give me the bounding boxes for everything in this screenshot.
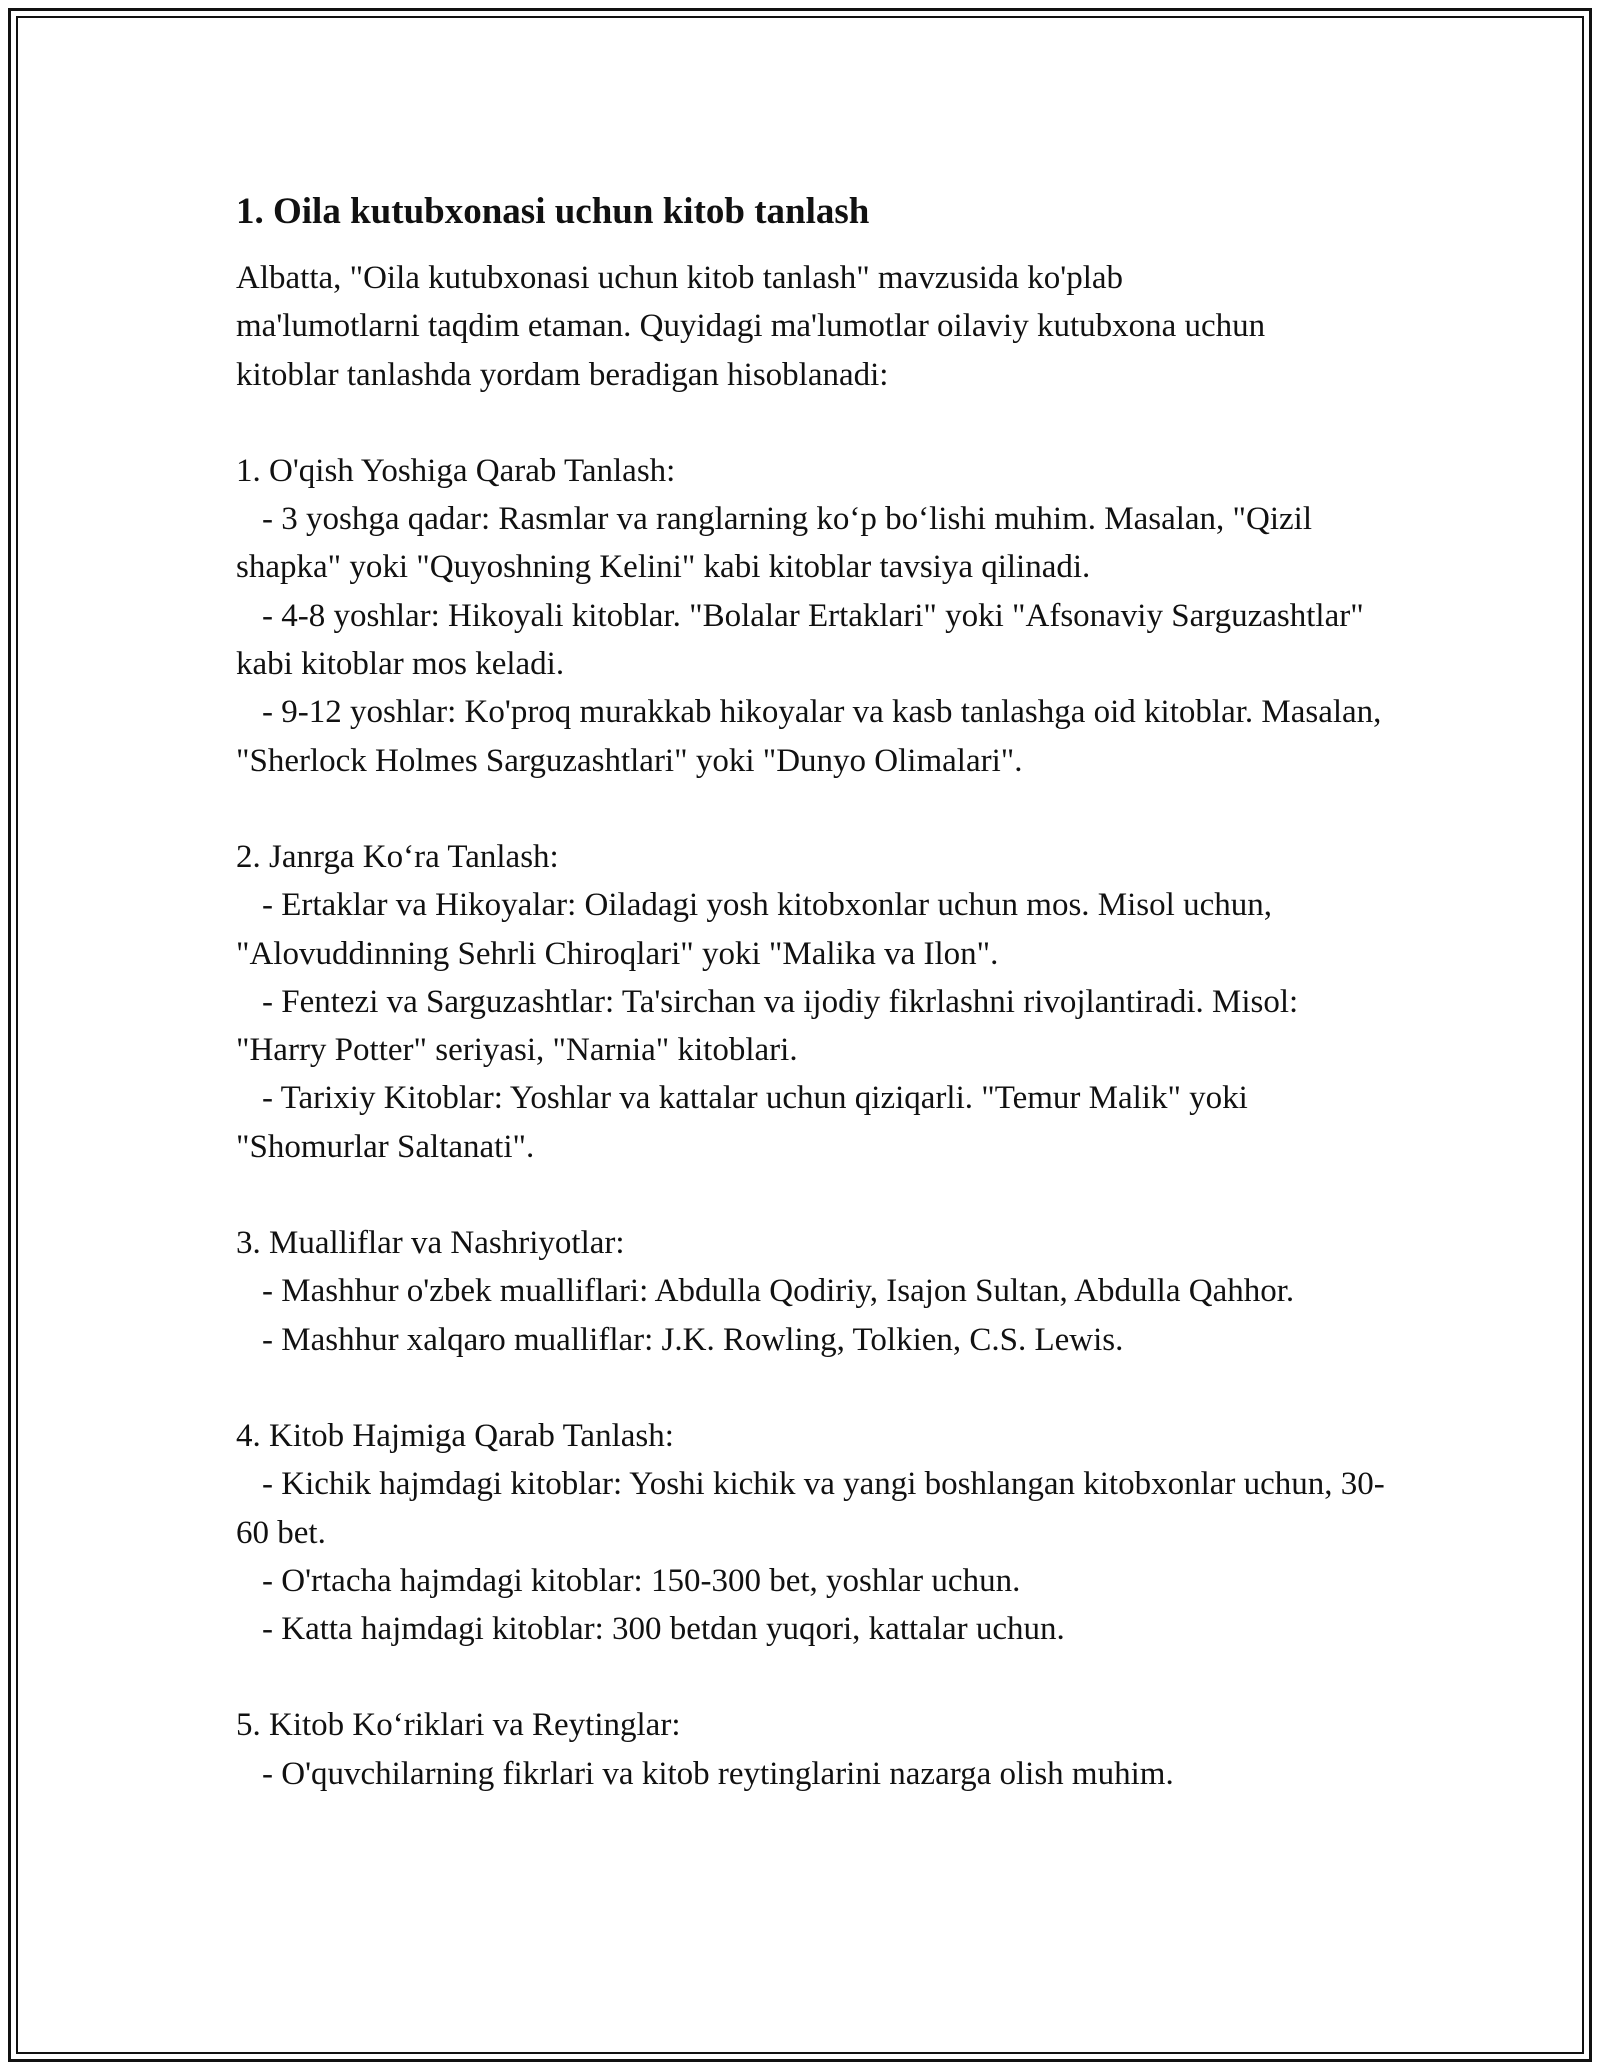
list-item: - Fentezi va Sarguzashtlar: Ta'sirchan va ijodiy fikrlashni rivojlantiradi. Misol: "Harry Potter" seriyasi, "Narnia" kitoblari. [236,983,1299,1069]
section-age [236,447,1396,785]
intro-paragraph: Albatta, "Oila kutubxonasi uchun kitob tanlash" mavzusida ko'plab ma'lumotlarni taqdim etaman. Quyidagi ma'lumotlar oilaviy kutubxona uchun kitoblar tanlashda yordam beradigan hisoblanadi: [236,260,1266,393]
list-item: - 9-12 yoshlar: Ko'proq murakkab hikoyalar va kasb tanlashga oid kitoblar. Masalan, "Sherlock Holmes Sarguzashtlari" yoki "Dunyo Olimalari". [236,694,1382,779]
section-book-size [236,1412,1396,1653]
list-item: - O'rtacha hajmdagi kitoblar: 150-300 bet, yoshlar uchun. [262,1562,1021,1599]
list-item: - Mashhur xalqaro mualliflar: J.K. Rowling, Tolkien, C.S. Lewis. [262,1321,1124,1358]
section-genre [236,833,1396,1171]
list-item: - Ertaklar va Hikoyalar: Oiladagi yosh kitobxonlar uchun mos. Misol uchun, "Alovuddinning Sehrli Chiroqlari" yoki "Malika va Ilon". [236,887,1272,972]
list-item: - O'quvchilarning fikrlari va kitob reytinglarini nazarga olish muhim. [262,1755,1174,1792]
section-reviews [236,1701,1396,1798]
section-heading: 1. O'qish Yoshiga Qarab Tanlash: [236,452,676,489]
section-heading: 3. Mualliflar va Nashriyotlar: [236,1225,625,1262]
list-item: - Katta hajmdagi kitoblar: 300 betdan yuqori, kattalar uchun. [262,1611,1065,1648]
list-item: - 4-8 yoshlar: Hikoyali kitoblar. "Bolalar Ertaklari" yoki "Afsonaviy Sarguzashtlar" kabi kitoblar mos keladi. [236,597,1364,683]
list-item: - Kichik hajmdagi kitoblar: Yoshi kichik va yangi boshlangan kitobxonlar uchun, 30-60 bet. [236,1466,1385,1551]
list-item: - Tarixiy Kitoblar: Yoshlar va kattalar uchun qiziqarli. "Temur Malik" yoki "Shomurlar Saltanati". [236,1080,1248,1165]
document-title: 1. Oila kutubxonasi uchun kitob tanlash [236,191,870,232]
list-item: - Mashhur o'zbek mualliflari: Abdulla Qodiriy, Isajon Sultan, Abdulla Qahhor. [262,1273,1295,1310]
section-heading: 4. Kitob Hajmiga Qarab Tanlash: [236,1417,674,1454]
section-authors [236,1219,1396,1364]
section-heading: 5. Kitob Ko‘riklari va Reytinglar: [236,1707,681,1744]
list-item: - 3 yoshga qadar: Rasmlar va ranglarning ko‘p bo‘lishi muhim. Masalan, "Qizil shapka" yoki "Quyoshning Kelini" kabi kitoblar tavsiya qilinadi. [236,501,1312,586]
section-heading: 2. Janrga Ko‘ra Tanlash: [236,838,559,875]
document-body [236,186,1396,1798]
